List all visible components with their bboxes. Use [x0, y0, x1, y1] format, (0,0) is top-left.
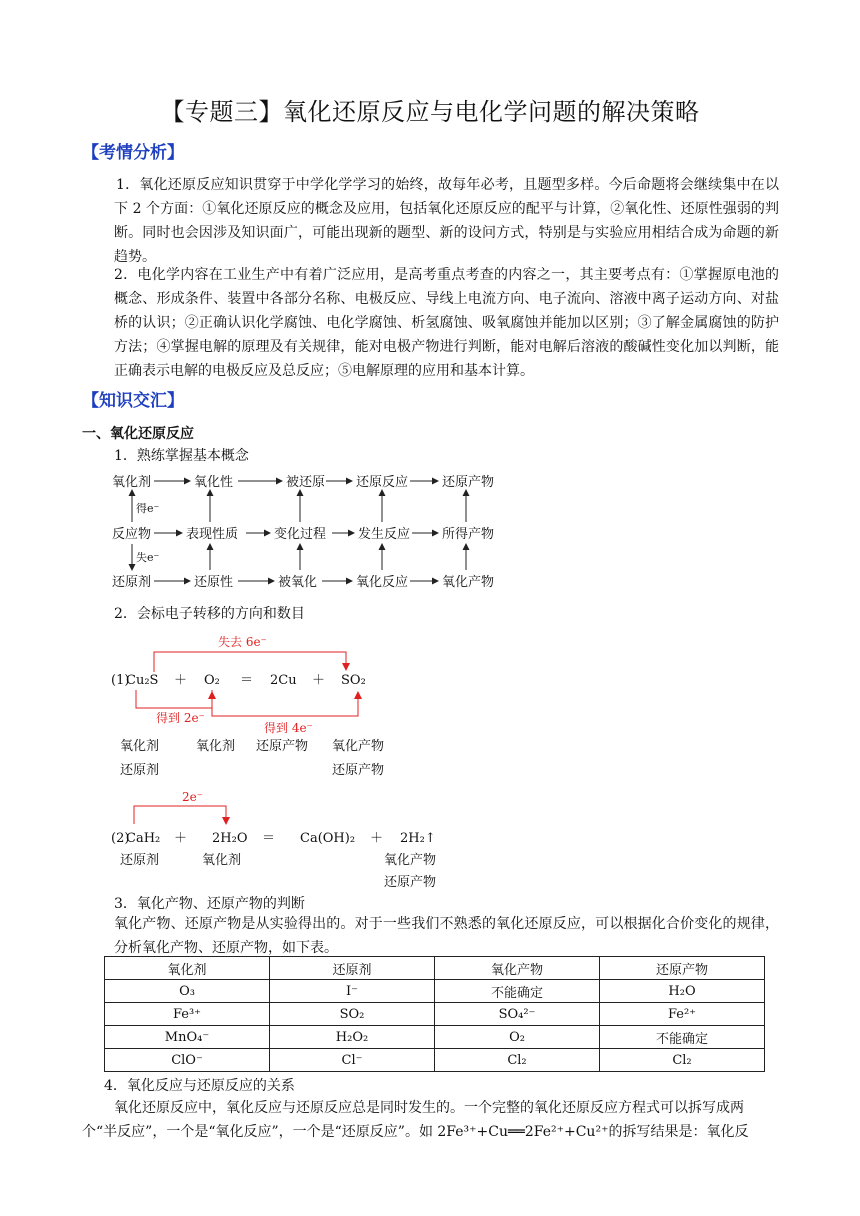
concept-top-1: 氧化剂 — [112, 475, 152, 490]
eq1-gain2-label: 得到 4e⁻ — [264, 721, 313, 735]
eq1-role-1: 氧化剂 — [120, 739, 160, 754]
item-3-title: 3．氧化产物、还原产物的判断 — [114, 896, 305, 912]
table-header: 氧化产物 — [435, 957, 600, 980]
eq1-role-3: 还原产物 — [256, 739, 309, 754]
eq1-cu2s: Cu₂S — [126, 673, 159, 688]
table-cell: SO₄²⁻ — [435, 1003, 600, 1026]
equation-2-diagram — [108, 786, 468, 892]
eq1-lose-label: 失去 6e⁻ — [218, 635, 267, 649]
table-cell: Fe³⁺ — [105, 1003, 270, 1026]
eq2-label: (2) — [111, 831, 130, 846]
item-4-title: 4．氧化反应与还原反应的关系 — [104, 1078, 295, 1094]
table-row — [105, 1003, 765, 1026]
concept-bot-2: 还原性 — [194, 575, 234, 590]
table-header: 氧化剂 — [105, 957, 270, 980]
concept-bot-3: 被氧化 — [278, 575, 318, 590]
eq1-plus-2: ＋ — [312, 673, 326, 688]
section-heading-knowledge: 【知识交汇】 — [82, 391, 184, 411]
analysis-paragraph-2: 2．电化学内容在工业生产中有着广泛应用，是高考重点考查的内容之一，其主要考点有：①掌握原电池的概念、形成条件、装置中各部分名称、电极反应、导线上电流方向、电子流向、溶液中离子运动方向、对盐桥的认识；②正确认识化学腐蚀、电化学腐蚀、析氢腐蚀、吸氧腐蚀并能加以区别；③了解金属腐蚀的防护方法；④掌握电解的原理及有关规律，能对电极产物进行判断，能对电解后溶液的酸碱性变化加以判断，能正确表示电解的电极反应及总反应；⑤电解原理的应用和基本计算。 — [114, 267, 779, 379]
concept-mid-2: 表现性质 — [186, 527, 239, 542]
concept-bot-4: 氧化反应 — [356, 575, 409, 590]
concept-diagram — [110, 468, 510, 592]
lose-electron-label: 失e⁻ — [136, 551, 160, 564]
eq1-role-2: 氧化剂 — [196, 739, 236, 754]
eq2-cah2: CaH₂ — [126, 831, 161, 846]
concept-top-4: 还原反应 — [356, 475, 409, 490]
table-cell: ClO⁻ — [105, 1049, 270, 1072]
eq1-so2: SO₂ — [341, 673, 366, 688]
eq2-plus-1: ＋ — [174, 831, 188, 846]
table-header: 还原产物 — [600, 957, 765, 980]
eq2-2h2: 2H₂↑ — [400, 831, 436, 846]
analysis-paragraph-1: 1．氧化还原反应知识贯穿于中学化学学习的始终，故每年必考，且题型多样。今后命题将会继续集中在以下 2 个方面：①氧化还原反应的概念及应用，包括氧化还原反应的配平与计算，②氧化性、还原性强弱的判断。同时也会因涉及知识面广，可能出现新的题型、新的设问方式，特别是与实验应用相结合成为命题的新趋势。 — [114, 177, 779, 265]
concept-bot-1: 还原剂 — [112, 575, 152, 590]
eq1-o2: O₂ — [204, 673, 220, 688]
item-2-title: 2．会标电子转移的方向和数目 — [114, 606, 305, 622]
table-row — [105, 1026, 765, 1049]
concept-top-5: 还原产物 — [442, 475, 495, 490]
item-4-paragraph: 氧化还原反应中，氧化反应与还原反应总是同时发生的。一个完整的氧化还原反应方程式可以拆写成两个“半反应”，一个是“氧化反应”，一个是“还原反应”。如 2Fe³⁺+Cu══2Fe²⁺+Cu²⁺的拆写结果是：氧化反 — [82, 1100, 749, 1140]
eq2-2h2o: 2H₂O — [212, 831, 248, 846]
eq1-role-6: 还原产物 — [332, 763, 385, 778]
eq2-equals: ＝ — [262, 831, 276, 846]
concept-top-2: 氧化性 — [194, 475, 234, 490]
page-title: 【专题三】氧化还原反应与电化学问题的解决策略 — [160, 98, 700, 126]
eq1-role-4: 氧化产物 — [332, 739, 385, 754]
concept-top-3: 被还原 — [286, 475, 326, 490]
eq2-role-3: 氧化产物 — [384, 853, 437, 868]
heading-redox: 一、氧化还原反应 — [82, 426, 194, 442]
table-cell: O₃ — [105, 980, 270, 1003]
eq1-label: (1) — [111, 673, 130, 688]
table-header: 还原剂 — [270, 957, 435, 980]
concept-mid-1: 反应物 — [112, 527, 152, 542]
eq1-2cu: 2Cu — [270, 673, 297, 688]
table-cell: H₂O — [600, 980, 765, 1003]
concept-mid-5: 所得产物 — [442, 527, 495, 542]
table-cell: 不能确定 — [600, 1026, 765, 1049]
table-cell: Cl₂ — [600, 1049, 765, 1072]
concept-mid-3: 变化过程 — [274, 527, 327, 542]
table-row — [105, 1049, 765, 1072]
eq1-role-5: 还原剂 — [120, 763, 160, 778]
equation-1-diagram — [108, 630, 468, 790]
concept-bot-5: 氧化产物 — [442, 575, 495, 590]
eq1-equals: ＝ — [240, 673, 254, 688]
table-row — [105, 980, 765, 1003]
table-cell: Fe²⁺ — [600, 1003, 765, 1026]
eq2-role-4: 还原产物 — [384, 875, 437, 890]
gain-electron-label: 得e⁻ — [136, 502, 160, 515]
table-cell: SO₂ — [270, 1003, 435, 1026]
item-1-title: 1．熟练掌握基本概念 — [114, 448, 249, 464]
eq2-caoh2: Ca(OH)₂ — [300, 831, 356, 846]
eq1-gain1-label: 得到 2e⁻ — [156, 711, 205, 725]
table-cell: MnO₄⁻ — [105, 1026, 270, 1049]
eq1-plus-1: ＋ — [174, 673, 188, 688]
table-cell: Cl⁻ — [270, 1049, 435, 1072]
table-cell: H₂O₂ — [270, 1026, 435, 1049]
eq2-role-1: 还原剂 — [120, 853, 160, 868]
table-cell: 不能确定 — [435, 980, 600, 1003]
table-cell: Cl₂ — [435, 1049, 600, 1072]
eq2-plus-2: ＋ — [370, 831, 384, 846]
eq2-transfer-label: 2e⁻ — [182, 790, 204, 804]
table-cell: O₂ — [435, 1026, 600, 1049]
redox-products-table — [104, 956, 765, 1072]
concept-mid-4: 发生反应 — [358, 527, 411, 542]
table-header-row — [105, 957, 765, 980]
table-cell: I⁻ — [270, 980, 435, 1003]
eq2-role-2: 氧化剂 — [202, 853, 242, 868]
item-3-paragraph: 氧化产物、还原产物是从实验得出的。对于一些我们不熟悉的氧化还原反应，可以根据化合价变化的规律，分析氧化产物、还原产物，如下表。 — [114, 916, 779, 956]
section-heading-analysis: 【考情分析】 — [82, 143, 184, 163]
